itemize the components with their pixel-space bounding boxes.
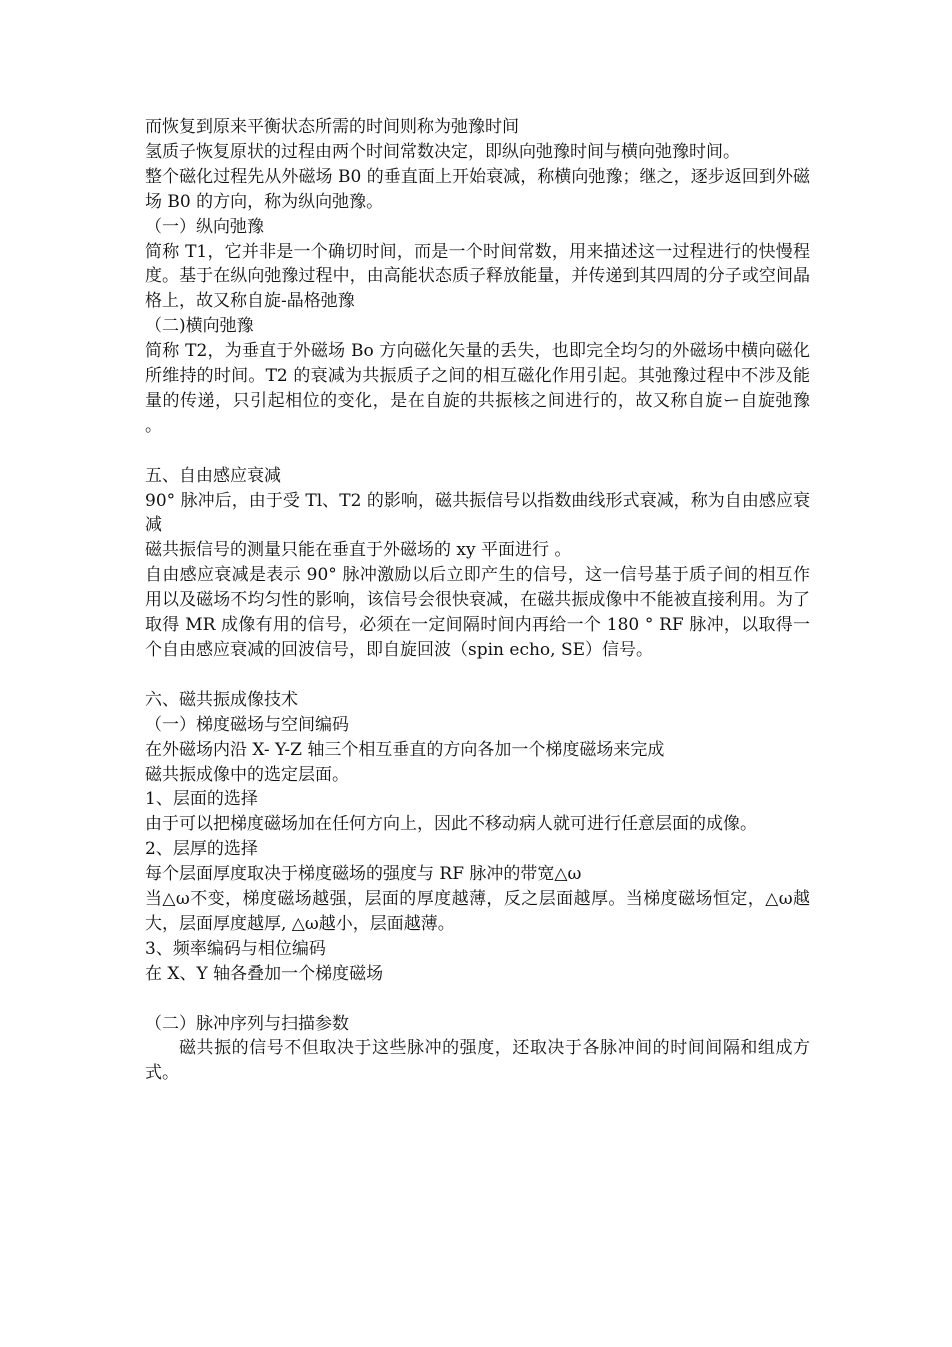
heading-longitudinal-relaxation: （一）纵向弛豫 (145, 216, 264, 237)
heading-transverse-relaxation: （二)横向弛豫 (145, 316, 254, 337)
paragraph-signal-dependence: 磁共振的信号不但取决于这些脉冲的强度，还取决于各脉冲间的时间间隔和组成方式。 (145, 1038, 810, 1084)
heading-slice-thickness: 2、层厚的选择 (145, 839, 258, 860)
paragraph-xy-measurement: 磁共振信号的测量只能在垂直于外磁场的 xy 平面进行 。 (145, 540, 572, 561)
blank-line (145, 987, 810, 1012)
paragraph-thickness-factors: 每个层面厚度取决于梯度磁场的强度与 RF 脉冲的带宽△ω (145, 864, 582, 885)
paragraph-t1-definition: 简称 T1，它并非是一个确切时间，而是一个时间常数，用来描述这一过程进行的快慢程度。基于在纵向弛豫过程中，由高能状态质子释放能量，并传递到其四周的分子或空间晶格上，故又称自旋-晶格弛豫 (145, 241, 810, 312)
paragraph-hydrogen-recovery: 氢质子恢复原状的过程由两个时间常数决定，即纵向弛豫时间与横向弛豫时间。 (145, 141, 740, 162)
blank-line (145, 439, 810, 464)
document-body (145, 115, 810, 1086)
paragraph-magnetization-process: 整个磁化过程先从外磁场 B0 的垂直面上开始衰减，称横向弛豫；继之，逐步返回到外磁场 B0 的方向，称为纵向弛豫。 (145, 166, 810, 212)
heading-section-five: 五、自由感应衰减 (145, 465, 281, 486)
heading-slice-selection: 1、层面的选择 (145, 789, 258, 810)
paragraph-t2-definition: 简称 T2，为垂直于外磁场 Bo 方向磁化矢量的丢失，也即完全均匀的外磁场中横向磁化所维持的时间。T2 的衰减为共振质子之间的相互磁化作用引起。其弛豫过程中不涉及能量的传递，只引起相位的变化，是在自旋的共振核之间进行的，故又称自旋ー自旋弛豫 。 (145, 341, 810, 436)
paragraph-xy-gradient: 在 X、Y 轴各叠加一个梯度磁场 (145, 963, 384, 984)
paragraph-gradient-axes: 在外磁场内沿 X- Y-Z 轴三个相互垂直的方向各加一个梯度磁场来完成 (145, 739, 665, 760)
heading-section-six: 六、磁共振成像技术 (145, 689, 298, 710)
paragraph-relaxation-time: 而恢复到原来平衡状态所需的时间则称为弛豫时间 (145, 117, 519, 137)
paragraph-selected-slice: 磁共振成像中的选定层面。 (145, 764, 349, 785)
heading-frequency-phase-encoding: 3、频率编码与相位编码 (145, 938, 326, 959)
blank-line (145, 663, 810, 688)
heading-gradient-encoding: （一）梯度磁场与空间编码 (145, 714, 349, 735)
paragraph-thickness-relation: 当△ω不变，梯度磁场越强，层面的厚度越薄，反之层面越厚。当梯度磁场恒定，△ω越大，层面厚度越厚, △ω越小，层面越薄。 (145, 889, 810, 934)
paragraph-fid-decay: 90° 脉冲后，由于受 Tl、T2 的影响，磁共振信号以指数曲线形式衰减，称为自由感应衰减 (145, 490, 810, 536)
heading-pulse-sequence: （二）脉冲序列与扫描参数 (145, 1013, 349, 1034)
paragraph-slice-selection: 由于可以把梯度磁场加在任何方向上，因此不移动病人就可进行任意层面的成像。 (145, 814, 757, 835)
paragraph-fid-signal: 自由感应衰减是表示 90° 脉冲激励以后立即产生的信号，这一信号基于质子间的相互作用以及磁场不均匀性的影响，该信号会很快衰减，在磁共振成像中不能被直接利用。为了取得 MR 成像有用的信号，必须在一定间隔时间内再给一个 180 ° RF 脉冲，以取得一个自由感应衰减的回波信号，即自旋回波（spin echo, SE）信号。 (145, 565, 810, 661)
